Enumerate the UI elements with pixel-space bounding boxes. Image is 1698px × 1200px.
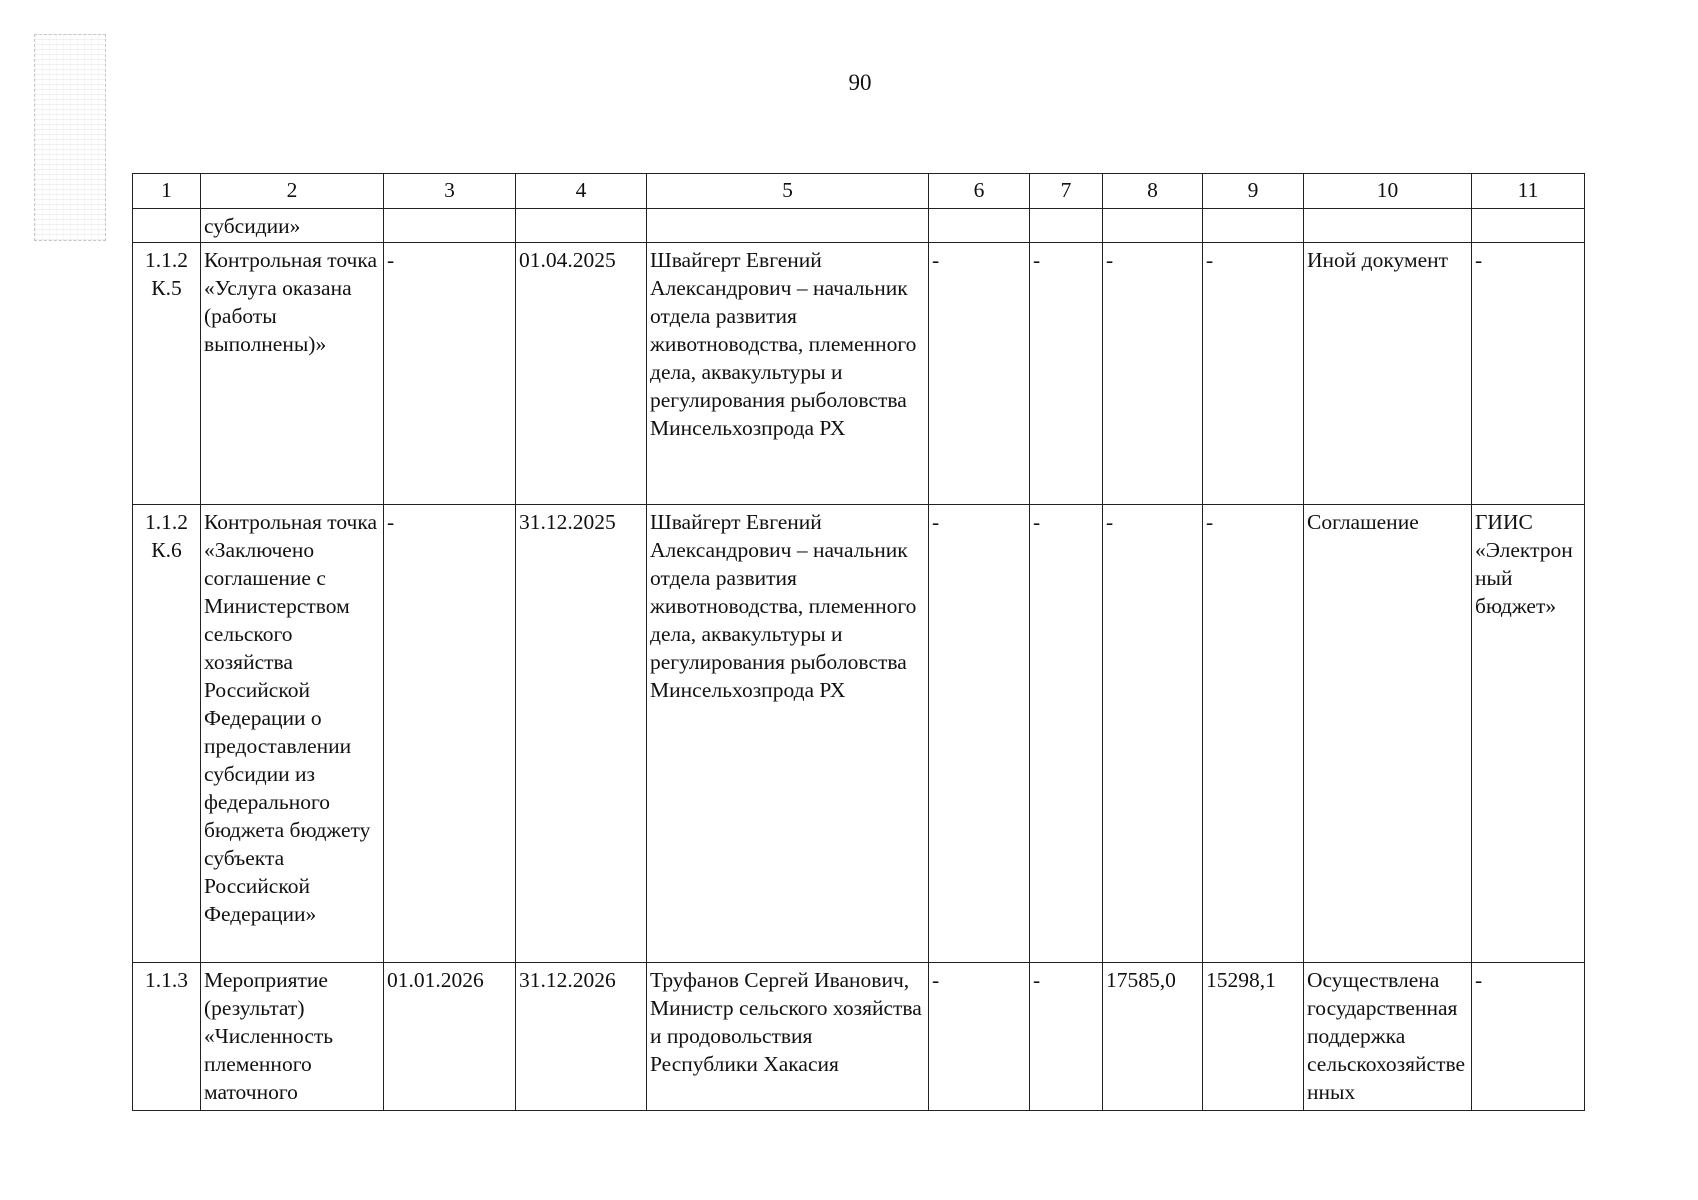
information-system: - xyxy=(1472,243,1585,505)
table-cell: - xyxy=(1103,505,1203,963)
table-cell xyxy=(929,209,1030,243)
table-cell xyxy=(647,209,929,243)
table-cell: - xyxy=(1030,963,1103,1111)
row-name: Контрольная точка «Заключено соглашение с Министерством сельского хозяйства Российской Федерации о предоставлении субсидии из федерального бюджета бюджету субъекта Российской Федерации» xyxy=(201,505,384,963)
information-system: ГИИС «Электронный бюджет» xyxy=(1472,505,1585,963)
table-row xyxy=(133,505,1585,963)
responsible-person: Швайгерт Евгений Александрович – начальник отдела развития животноводства, племенного дела, аквакультуры и регулирования рыболовства Минсельхозпрода РХ xyxy=(647,243,929,505)
column-number: 9 xyxy=(1203,174,1304,209)
table-row xyxy=(133,243,1585,505)
table-cell: - xyxy=(1030,243,1103,505)
table-cell: - xyxy=(1203,505,1304,963)
table-cell xyxy=(133,209,201,243)
funding-amount: 15298,1 xyxy=(1203,963,1304,1111)
column-number: 6 xyxy=(929,174,1030,209)
table-cell: - xyxy=(1103,243,1203,505)
stamp-image xyxy=(34,34,106,241)
row-number: 1.1.3 xyxy=(133,963,201,1111)
start-date: - xyxy=(384,243,516,505)
end-date: 31.12.2026 xyxy=(516,963,647,1111)
table-cell xyxy=(384,209,516,243)
column-number: 3 xyxy=(384,174,516,209)
table-cell: - xyxy=(1203,243,1304,505)
document-type: Иной документ xyxy=(1304,243,1472,505)
table-cell: - xyxy=(929,505,1030,963)
end-date: 01.04.2025 xyxy=(516,243,647,505)
table-cell xyxy=(516,209,647,243)
funding-amount: 17585,0 xyxy=(1103,963,1203,1111)
table-cell xyxy=(1203,209,1304,243)
table-cell xyxy=(1030,209,1103,243)
continuation-row xyxy=(133,209,1585,243)
column-number: 1 xyxy=(133,174,201,209)
document-type: Осуществлена государственная поддержка сельскохозяйственных xyxy=(1304,963,1472,1111)
column-number: 8 xyxy=(1103,174,1203,209)
plan-table xyxy=(132,173,1585,1111)
row-number: 1.1.2 К.6 xyxy=(133,505,201,963)
start-date: - xyxy=(384,505,516,963)
row-name: Мероприятие (результат) «Численность племенного маточного xyxy=(201,963,384,1111)
end-date: 31.12.2025 xyxy=(516,505,647,963)
row-number: 1.1.2 К.5 xyxy=(133,243,201,505)
table-cell xyxy=(1103,209,1203,243)
table-cell: субсидии» xyxy=(201,209,384,243)
responsible-person: Труфанов Сергей Иванович, Министр сельского хозяйства и продовольствия Республики Хакасия xyxy=(647,963,929,1111)
information-system: - xyxy=(1472,963,1585,1111)
column-number-row xyxy=(133,174,1585,209)
responsible-person: Швайгерт Евгений Александрович – начальник отдела развития животноводства, племенного дела, аквакультуры и регулирования рыболовства Минсельхозпрода РХ xyxy=(647,505,929,963)
column-number: 7 xyxy=(1030,174,1103,209)
table-cell: - xyxy=(929,963,1030,1111)
column-number: 4 xyxy=(516,174,647,209)
table-row xyxy=(133,963,1585,1111)
page-number: 90 xyxy=(848,70,872,95)
table-cell: - xyxy=(1030,505,1103,963)
table-cell xyxy=(1304,209,1472,243)
row-name: Контрольная точка «Услуга оказана (работы выполнены)» xyxy=(201,243,384,505)
table-cell xyxy=(1472,209,1585,243)
column-number: 2 xyxy=(201,174,384,209)
column-number: 10 xyxy=(1304,174,1472,209)
start-date: 01.01.2026 xyxy=(384,963,516,1111)
column-number: 5 xyxy=(647,174,929,209)
column-number: 11 xyxy=(1472,174,1585,209)
document-type: Соглашение xyxy=(1304,505,1472,963)
table-cell: - xyxy=(929,243,1030,505)
